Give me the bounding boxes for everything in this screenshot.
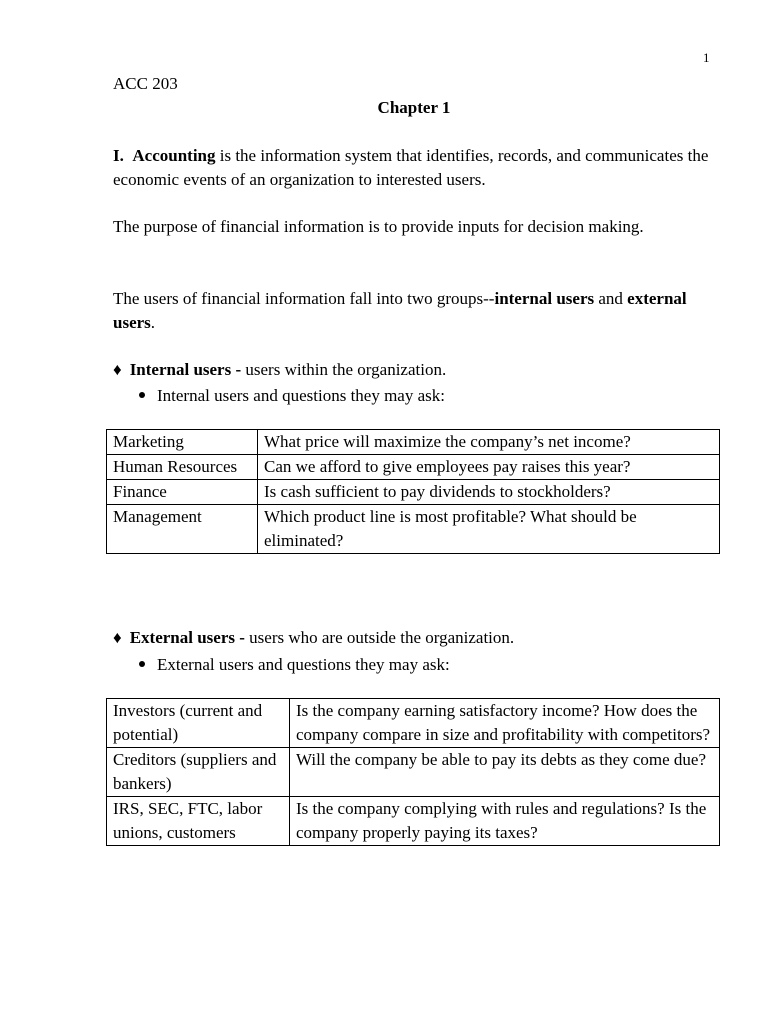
external-users-heading: External users - (129, 628, 245, 647)
table-row (107, 748, 720, 797)
internal-users-term: internal users (494, 289, 595, 308)
external-users-desc: users who are outside the organization. (244, 628, 515, 647)
user-groups-and: and (594, 289, 628, 308)
internal-users-table (106, 429, 720, 554)
question-cell: Is the company complying with rules and regulations? Is the company properly paying its taxes? (290, 797, 720, 846)
user-cell: Investors (current and potential) (107, 699, 290, 748)
table-row (107, 430, 720, 455)
internal-users-sub-text: Internal users and questions they may ask: (157, 386, 445, 405)
course-code: ACC 203 (113, 74, 178, 93)
user-cell: IRS, SEC, FTC, labor unions, customers (107, 797, 290, 846)
question-cell: Is the company earning satisfactory income? How does the company compare in size and profitability with competitors? (290, 699, 720, 748)
internal-users-subitem (139, 384, 445, 408)
diamond-bullet-icon: ♦ (113, 360, 122, 379)
user-cell: Human Resources (107, 455, 258, 480)
diamond-bullet-icon: ♦ (113, 628, 122, 647)
external-users-subitem (139, 653, 450, 677)
table-row (107, 455, 720, 480)
external-users-table (106, 698, 720, 846)
internal-users-heading: Internal users - (129, 360, 242, 379)
user-cell: Creditors (suppliers and bankers) (107, 748, 290, 797)
question-cell: Is cash sufficient to pay dividends to stockholders? (258, 480, 720, 505)
question-cell: Will the company be able to pay its debts as they come due? (290, 748, 720, 797)
user-cell: Marketing (107, 430, 258, 455)
page-number: 1 (703, 50, 710, 65)
table-row (107, 797, 720, 846)
user-groups-text: The users of financial information fall into two groups-- (113, 289, 495, 308)
question-cell: Can we afford to give employees pay raises this year? (258, 455, 720, 480)
dot-bullet-icon (139, 392, 145, 398)
table-row (107, 505, 720, 554)
accounting-term: Accounting (132, 146, 216, 165)
external-users-item (113, 626, 514, 650)
user-groups-period: . (150, 313, 156, 332)
user-cell: Management (107, 505, 258, 554)
chapter-title: Chapter 1 (377, 98, 451, 117)
section-numeral: I. (113, 146, 124, 165)
user-cell: Finance (107, 480, 258, 505)
user-groups-paragraph (113, 287, 713, 335)
purpose-paragraph: The purpose of financial information is to provide inputs for decision making. (113, 217, 644, 236)
accounting-definition (113, 144, 713, 192)
internal-users-desc: users within the organization. (241, 360, 447, 379)
question-cell: What price will maximize the company’s net income? (258, 430, 720, 455)
table-row (107, 480, 720, 505)
internal-users-item (113, 358, 446, 382)
table-row (107, 699, 720, 748)
external-users-term: external users (113, 289, 687, 332)
dot-bullet-icon (139, 661, 145, 667)
external-users-sub-text: External users and questions they may ask: (157, 655, 450, 674)
accounting-definition-text: is the information system that identifies, records, and communicates the economic events of an organization to interested users. (113, 146, 709, 189)
question-cell: Which product line is most profitable? What should be eliminated? (258, 505, 720, 554)
